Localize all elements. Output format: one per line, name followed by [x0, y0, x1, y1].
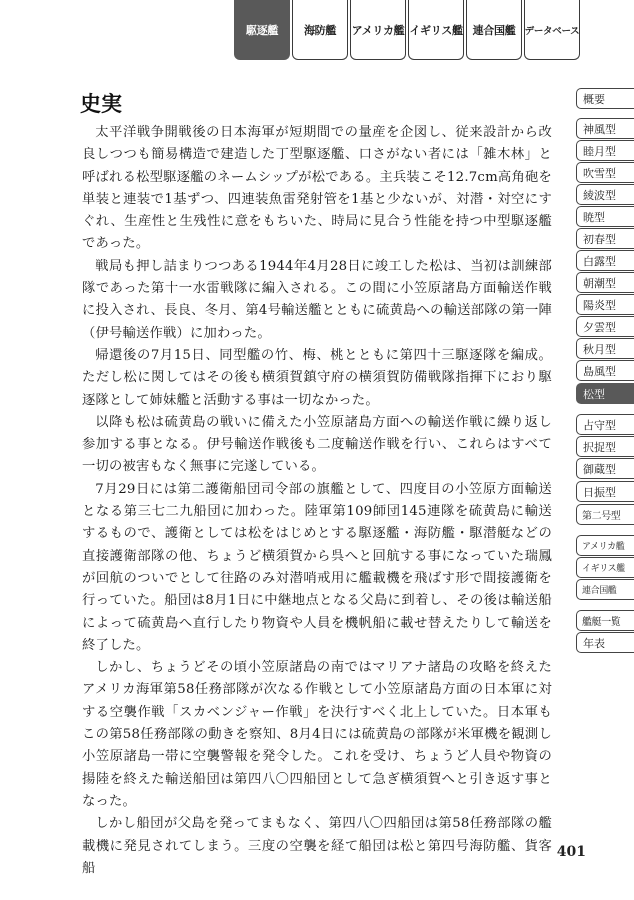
side-tab-akizuki-class[interactable]: 秋月型	[576, 338, 634, 359]
page-number: 401	[556, 844, 586, 860]
side-tab-ship-list[interactable]: 艦艇一覧	[576, 610, 634, 631]
side-tab-kagero-class[interactable]: 陽炎型	[576, 294, 634, 315]
side-tab-asashio-class[interactable]: 朝潮型	[576, 272, 634, 293]
top-tab-escort-ships[interactable]: 海防艦	[292, 0, 348, 60]
side-tab-mikura-class[interactable]: 御蔵型	[576, 458, 634, 479]
side-tab-matsu-class[interactable]: 松型	[576, 383, 634, 404]
top-tab-american-ships[interactable]: アメリカ艦	[350, 0, 406, 60]
side-tab-hiburi-class[interactable]: 日振型	[576, 481, 634, 502]
side-tab-fubuki-class[interactable]: 吹雪型	[576, 162, 634, 183]
side-tab-chronology[interactable]: 年表	[576, 632, 634, 653]
paragraph-7: しかし船団が父島を発ってまもなく、第四八〇四船団は第58任務部隊の艦載機に発見されてしまう。三度の空襲を経て船団は松と第四号海防艦、貨客船	[82, 816, 552, 876]
paragraph-3: 帰還後の7月15日、同型艦の竹、梅、桃とともに第四十三駆逐隊を編成。ただし松に関してはその後も横須賀鎮守府の横須賀防備戦隊指揮下におり駆逐隊として姉妹艦と活動する事は一切なかった。	[82, 347, 552, 408]
side-tab-yugumo-class[interactable]: 夕雲型	[576, 316, 634, 337]
section-heading: 史実	[80, 92, 122, 116]
paragraph-4: 以降も松は硫黄島の戦いに備えた小笠原諸島方面への輸送作戦に繰り返し参加する事となる。伊号輸送作戦後も二度輸送作戦を行い、これらはすべて一切の被害もなく無事に完遂している。	[82, 414, 552, 475]
side-tab-etorofu-class[interactable]: 択捉型	[576, 436, 634, 457]
side-tab-shimakaze-class[interactable]: 島風型	[576, 360, 634, 381]
side-tab-overview[interactable]: 概要	[576, 88, 634, 109]
top-tab-allied-ships[interactable]: 連合国艦	[466, 0, 522, 60]
side-tab-allied-ships[interactable]: 連合国艦	[576, 579, 634, 600]
side-tab-kamikaze-class[interactable]: 神風型	[576, 118, 634, 139]
top-tab-database[interactable]: データベース	[524, 0, 580, 60]
side-tab-mutsuki-class[interactable]: 睦月型	[576, 140, 634, 161]
side-tab-shimushu-class[interactable]: 占守型	[576, 414, 634, 435]
side-tab-british-ships[interactable]: イギリス艦	[576, 557, 634, 578]
top-tab-destroyers[interactable]: 駆逐艦	[234, 0, 290, 60]
side-tab-shiratsuyu-class[interactable]: 白露型	[576, 250, 634, 271]
article-body	[82, 122, 552, 880]
side-tab-bar	[576, 0, 634, 900]
paragraph-5: 7月29日には第二護衛船団司令部の旗艦として、四度目の小笠原方面輸送となる第三七二九船団に加わった。陸軍第109師団145連隊を硫黄島に輸送するもので、護衛としては松をはじめとする駆逐艦・海防艦・駆潜艇などの直接護衛部隊の他、ちょうど横須賀から呉へと回航する事になっていた瑞鳳が回航のついでとして往路のみ対潜哨戒用に艦載機を飛ばす形で間接護衛を行っていた。船団は8月1日に中継地点となる父島に到着し、その後は輸送船によって硫黄島へ直行したり物資や人員を機帆船に載せ替えたりして輸送を終了した。	[82, 481, 552, 653]
paragraph-6: しかし、ちょうどその頃小笠原諸島の南ではマリアナ諸島の攻略を終えたアメリカ海軍第58任務部隊が次なる作戦として小笠原諸島方面の日本軍に対する空襲作戦「スカベンジャー作戦」を決行すべく北上していた。日本軍もこの第58任務部隊の動きを察知、8月4日には硫黄島の部隊が米軍機を観測し小笠原諸島一帯に空襲警報を発令した。これを受け、ちょうど人員や物資の揚陸を終えた輸送船団は第四八〇四船団として急ぎ横須賀へと引き返す事となった。	[82, 660, 552, 809]
side-tab-no2-class[interactable]: 第二号型	[576, 504, 634, 525]
side-tab-american-ships[interactable]: アメリカ艦	[576, 535, 634, 556]
side-tab-ayanami-class[interactable]: 綾波型	[576, 184, 634, 205]
side-tab-hatsuharu-class[interactable]: 初春型	[576, 228, 634, 249]
side-tab-akatsuki-class[interactable]: 暁型	[576, 206, 634, 227]
top-tab-british-ships[interactable]: イギリス艦	[408, 0, 464, 60]
paragraph-1: 太平洋戦争開戦後の日本海軍が短期間での量産を企図し、従来設計から改良しつつも簡易構造で建造した丁型駆逐艦、口さがない者には「雑木林」と呼ばれる松型駆逐艦のネームシップが松である。主兵装こそ12.7cm高角砲を単装と連装で1基ずつ、四連装魚雷発射管を1基と少ないが、対潜・対空にすぐれ、生産性と生残性に意をもちいた、時局に見合う性能を持つ中型駆逐艦であった。	[82, 125, 552, 252]
top-tab-bar	[0, 0, 634, 62]
paragraph-2: 戦局も押し詰まりつつある1944年4月28日に竣工した松は、当初は訓練部隊であった第十一水雷戦隊に編入される。この間に小笠原諸島方面輸送作戦に投入され、長良、冬月、第4号輸送艦とともに硫黄島への輸送部隊の第一陣（伊号輸送作戦）に加わった。	[82, 258, 552, 341]
